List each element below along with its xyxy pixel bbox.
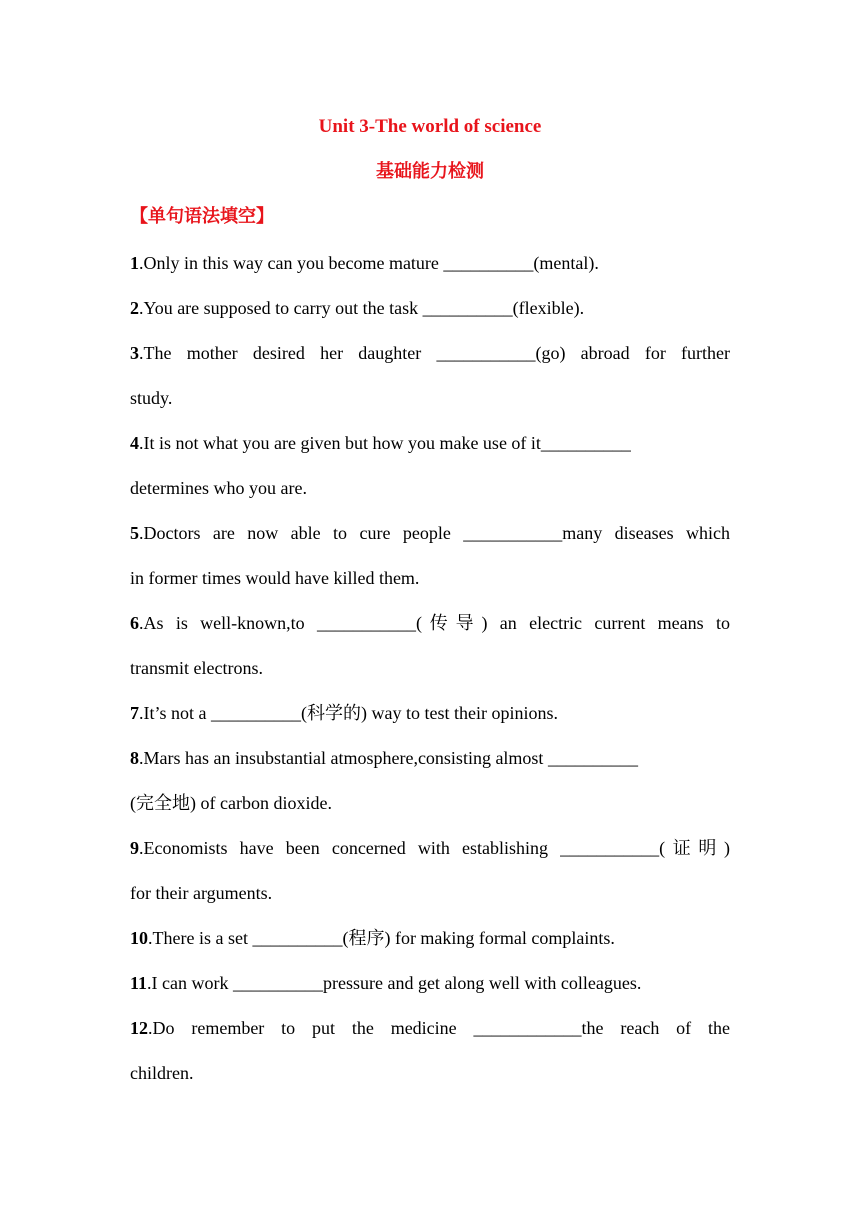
question-1 — [130, 251, 730, 275]
question-number: 2 — [130, 298, 139, 318]
question-6 — [130, 611, 730, 635]
question-number: 4 — [130, 433, 139, 453]
question-text: in former times would have killed them. — [130, 568, 420, 588]
question-10 — [130, 926, 730, 950]
question-4-continued — [130, 476, 730, 500]
question-text: .The mother desired her daughter ___________(go) abroad for further — [139, 343, 730, 363]
question-5-continued — [130, 566, 730, 590]
question-text: for their arguments. — [130, 883, 273, 903]
question-3-continued — [130, 386, 730, 410]
question-2 — [130, 296, 730, 320]
question-12 — [130, 1016, 730, 1040]
question-number: 3 — [130, 343, 139, 363]
question-text: .You are supposed to carry out the task __________(flexible). — [139, 298, 585, 318]
question-number: 12 — [130, 1018, 148, 1038]
question-text: determines who you are. — [130, 478, 307, 498]
question-8 — [130, 746, 730, 770]
question-text: .Doctors are now able to cure people ___________many diseases which — [139, 523, 730, 543]
question-text: .Do remember to put the medicine ____________the reach of the — [148, 1018, 730, 1038]
worksheet-subtitle: 基础能力检测 — [376, 161, 484, 182]
question-12-continued — [130, 1061, 730, 1085]
question-11 — [130, 971, 730, 995]
question-text: .Economists have been concerned with establishing ___________(证明) — [139, 838, 730, 858]
question-text: transmit electrons. — [130, 658, 263, 678]
question-text: .As is well-known,to ___________(传导) an electric current means to — [139, 613, 730, 633]
question-5 — [130, 521, 730, 545]
unit-title: Unit 3-The world of science — [318, 116, 542, 137]
question-8-continued — [130, 791, 730, 815]
question-number: 9 — [130, 838, 139, 858]
question-text: .Only in this way can you become mature __________(mental). — [139, 253, 599, 273]
question-number: 7 — [130, 703, 139, 723]
question-text: children. — [130, 1063, 194, 1083]
question-number: 11 — [130, 973, 148, 993]
question-number: 6 — [130, 613, 139, 633]
question-number: 8 — [130, 748, 139, 768]
question-text: .It’s not a __________(科学的) way to test their opinions. — [139, 703, 558, 723]
question-number: 10 — [130, 928, 148, 948]
question-text: .There is a set __________(程序) for making formal complaints. — [148, 928, 615, 948]
question-4 — [130, 431, 730, 455]
section-title: 【单句语法填空】 — [130, 206, 274, 227]
question-7 — [130, 701, 730, 725]
question-text: .Mars has an insubstantial atmosphere,consisting almost __________ — [139, 748, 638, 768]
question-text: study. — [130, 388, 173, 408]
question-text: .I can work __________pressure and get along well with colleagues. — [147, 973, 642, 993]
question-number: 5 — [130, 523, 139, 543]
question-text: .It is not what you are given but how you make use of it__________ — [139, 433, 631, 453]
question-9-continued — [130, 881, 730, 905]
question-number: 1 — [130, 253, 139, 273]
question-9 — [130, 836, 730, 860]
question-text: (完全地) of carbon dioxide. — [130, 793, 332, 813]
question-6-continued — [130, 656, 730, 680]
question-3 — [130, 341, 730, 365]
